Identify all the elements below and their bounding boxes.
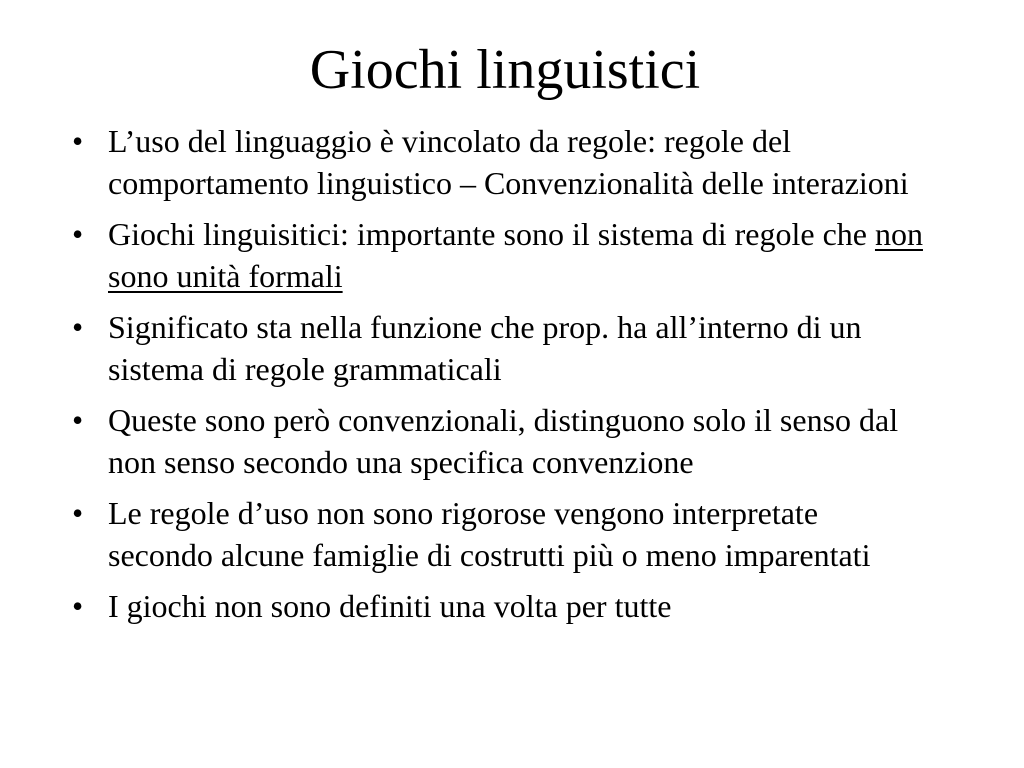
bullet-text: L’uso del linguaggio è vincolato da regole: regole del comportamento linguistico – Convenzionalità delle interazioni [108,123,909,201]
bullet-item [68,399,928,483]
bullet-dot-icon: • [72,402,84,438]
bullet-item [68,306,928,390]
bullet-dot-icon: • [72,309,84,345]
slide-title: Giochi linguistici [309,39,701,101]
bullet-text: Significato sta nella funzione che prop. ha all’interno di un sistema di regole grammaticali [108,309,862,387]
bullet-text: I giochi non sono definiti una volta per tutte [108,588,672,624]
bullet-item [68,585,928,627]
bullet-dot-icon: • [72,216,84,252]
bullet-text: Queste sono però convenzionali, distinguono solo il senso dal non senso secondo una specifica convenzione [108,402,899,480]
bullet-underlined-text: non sono unità formali [108,216,923,294]
bullet-text: Giochi linguisitici: importante sono il sistema di regole che [108,216,875,252]
bullet-item [68,120,928,204]
bullet-dot-icon: • [72,123,84,159]
bullet-list [68,120,928,636]
bullet-dot-icon: • [72,495,84,531]
bullet-item [68,492,928,576]
bullet-item [68,213,928,297]
bullet-dot-icon: • [72,588,84,624]
bullet-text: Le regole d’uso non sono rigorose vengono interpretate secondo alcune famiglie di costrutti più o meno imparentati [108,495,871,573]
